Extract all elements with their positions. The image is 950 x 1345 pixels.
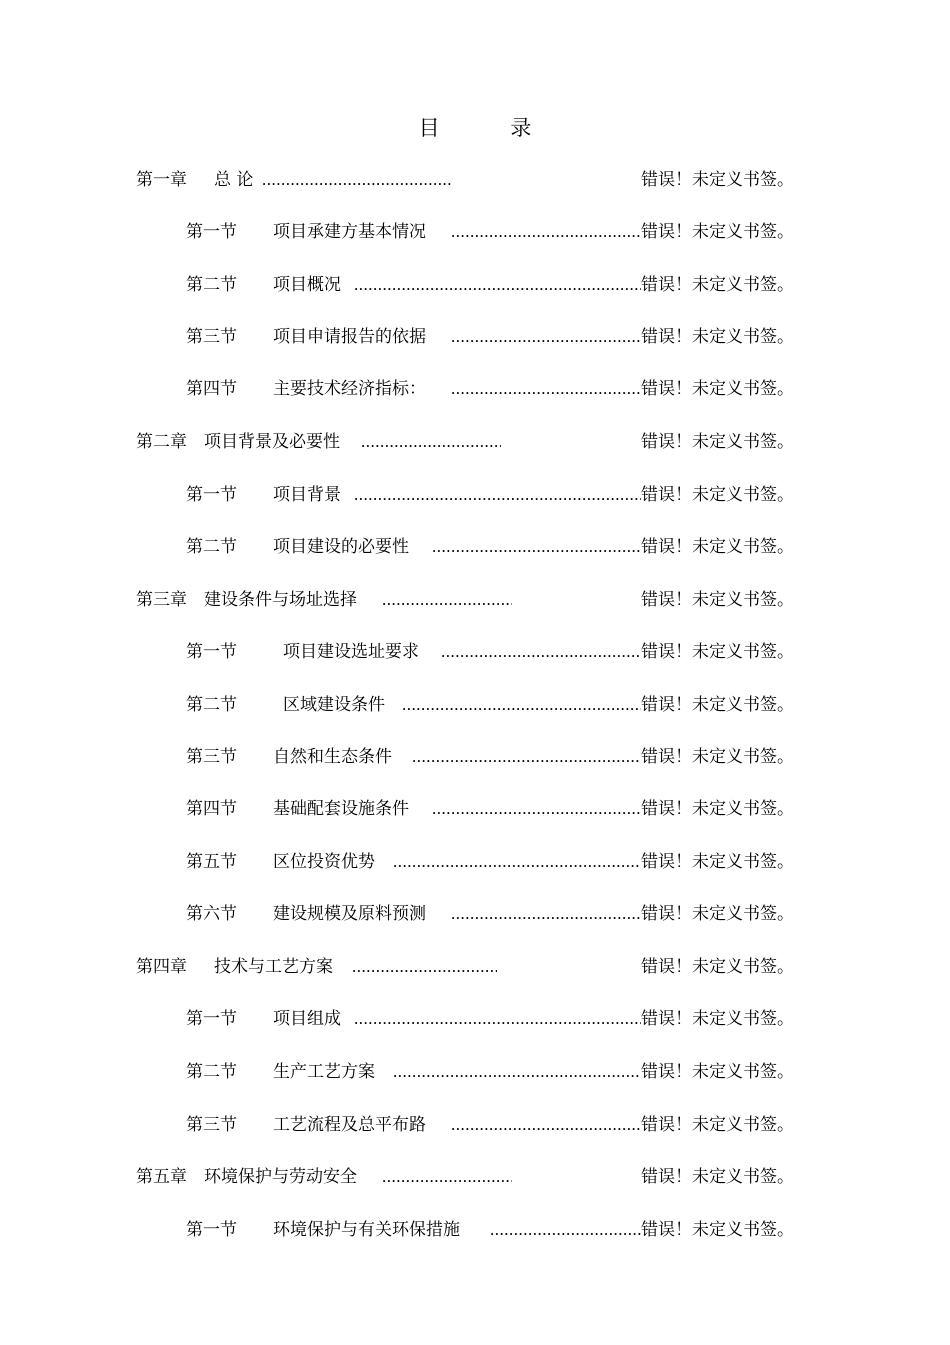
leader-dots [354,1007,641,1031]
entry-label: 项目背景及必要性 [204,432,340,452]
entry-number: 第二节 [186,695,237,715]
entry-page-ref: 错误！未定义书签。 [641,957,794,977]
entry-number: 第三节 [186,1115,237,1135]
toc-entry-section[interactable] [186,483,806,507]
entry-label: 主要技术经济指标： [273,379,426,399]
entry-number: 第二节 [186,275,237,295]
entry-label: 总 论 [214,170,254,190]
leader-dots [451,325,641,349]
leader-dots [352,955,497,979]
entry-label: 建设规模及原料预测 [273,904,426,924]
toc-entry-section[interactable] [186,640,806,664]
entry-page-ref: 错误！未定义书签。 [641,170,794,190]
toc-entry-section[interactable] [186,797,806,821]
leader-dots [451,377,641,401]
toc-entry-chapter[interactable] [136,588,806,612]
entry-number: 第二节 [186,1062,237,1082]
entry-page-ref: 错误！未定义书签。 [641,275,794,295]
entry-label: 区域建设条件 [283,695,385,715]
entry-label: 项目建设选址要求 [283,642,419,662]
toc-entry-section[interactable] [186,325,806,349]
leader-dots [432,535,641,559]
toc-entry-section[interactable] [186,693,806,717]
leader-dots [354,273,641,297]
leader-dots [441,640,641,664]
leader-dots [382,588,512,612]
toc-entry-section[interactable] [186,902,806,926]
entry-label: 区位投资优势 [273,852,375,872]
entry-label: 项目建设的必要性 [273,537,409,557]
toc-entry-section[interactable] [186,745,806,769]
entry-number: 第四节 [186,379,237,399]
entry-page-ref: 错误！未定义书签。 [641,1062,794,1082]
entry-number: 第一节 [186,485,237,505]
entry-page-ref: 错误！未定义书签。 [641,1115,794,1135]
leader-dots [354,483,641,507]
leader-dots [402,693,641,717]
entry-page-ref: 错误！未定义书签。 [641,852,794,872]
entry-label: 环境保护与劳动安全 [204,1167,357,1187]
entry-page-ref: 错误！未定义书签。 [641,432,794,452]
toc-entry-section[interactable] [186,535,806,559]
entry-page-ref: 错误！未定义书签。 [641,379,794,399]
entry-label: 技术与工艺方案 [214,957,333,977]
entry-number: 第一节 [186,642,237,662]
toc-entry-chapter[interactable] [136,430,806,454]
entry-label: 建设条件与场址选择 [204,590,357,610]
entry-page-ref: 错误！未定义书签。 [641,1009,794,1029]
entry-label: 工艺流程及总平布路 [273,1115,426,1135]
entry-number: 第三节 [186,747,237,767]
entry-number: 第四章 [136,957,187,977]
toc-entry-section[interactable] [186,1007,806,1031]
leader-dots [382,1165,512,1189]
leader-dots [412,745,641,769]
entry-number: 第一节 [186,1220,237,1240]
toc-entry-section[interactable] [186,377,806,401]
entry-page-ref: 错误！未定义书签。 [641,327,794,347]
entry-number: 第四节 [186,799,237,819]
entry-number: 第一章 [136,170,187,190]
leader-dots [432,797,641,821]
entry-page-ref: 错误！未定义书签。 [641,590,794,610]
toc-entry-section[interactable] [186,220,806,244]
toc-entry-section[interactable] [186,850,806,874]
entry-number: 第五节 [186,852,237,872]
entry-label: 项目组成 [273,1009,341,1029]
entry-page-ref: 错误！未定义书签。 [641,222,794,242]
entry-label: 项目承建方基本情况 [273,222,426,242]
leader-dots [490,1218,641,1242]
entry-label: 环境保护与有关环保措施 [273,1220,460,1240]
entry-page-ref: 错误！未定义书签。 [641,1220,794,1240]
entry-number: 第五章 [136,1167,187,1187]
toc-entry-chapter[interactable] [136,1165,806,1189]
entry-page-ref: 错误！未定义书签。 [641,695,794,715]
entry-label: 基础配套设施条件 [273,799,409,819]
entry-page-ref: 错误！未定义书签。 [641,747,794,767]
toc-entry-chapter[interactable] [136,955,806,979]
entry-page-ref: 错误！未定义书签。 [641,485,794,505]
leader-dots [451,902,641,926]
entry-number: 第六节 [186,904,237,924]
entry-number: 第三章 [136,590,187,610]
leader-dots [451,1113,641,1137]
toc-entry-section[interactable] [186,273,806,297]
toc-entry-section[interactable] [186,1218,806,1242]
toc-entry-section[interactable] [186,1113,806,1137]
toc-entry-chapter[interactable] [136,168,806,192]
leader-dots [393,1060,641,1084]
entry-page-ref: 错误！未定义书签。 [641,642,794,662]
entry-number: 第二章 [136,432,187,452]
entry-number: 第三节 [186,327,237,347]
entry-page-ref: 错误！未定义书签。 [641,1167,794,1187]
entry-page-ref: 错误！未定义书签。 [641,904,794,924]
leader-dots [451,220,641,244]
entry-label: 项目申请报告的依据 [273,327,426,347]
entry-page-ref: 错误！未定义书签。 [641,537,794,557]
entry-label: 项目背景 [273,485,341,505]
entry-label: 项目概况 [273,275,341,295]
entry-label: 自然和生态条件 [273,747,392,767]
leader-dots [262,168,452,192]
entry-label: 生产工艺方案 [273,1062,375,1082]
leader-dots [361,430,501,454]
entry-number: 第一节 [186,1009,237,1029]
entry-number: 第二节 [186,537,237,557]
entry-number: 第一节 [186,222,237,242]
entry-page-ref: 错误！未定义书签。 [641,799,794,819]
toc-entry-section[interactable] [186,1060,806,1084]
toc-title: 目 录 [418,116,564,140]
leader-dots [393,850,641,874]
